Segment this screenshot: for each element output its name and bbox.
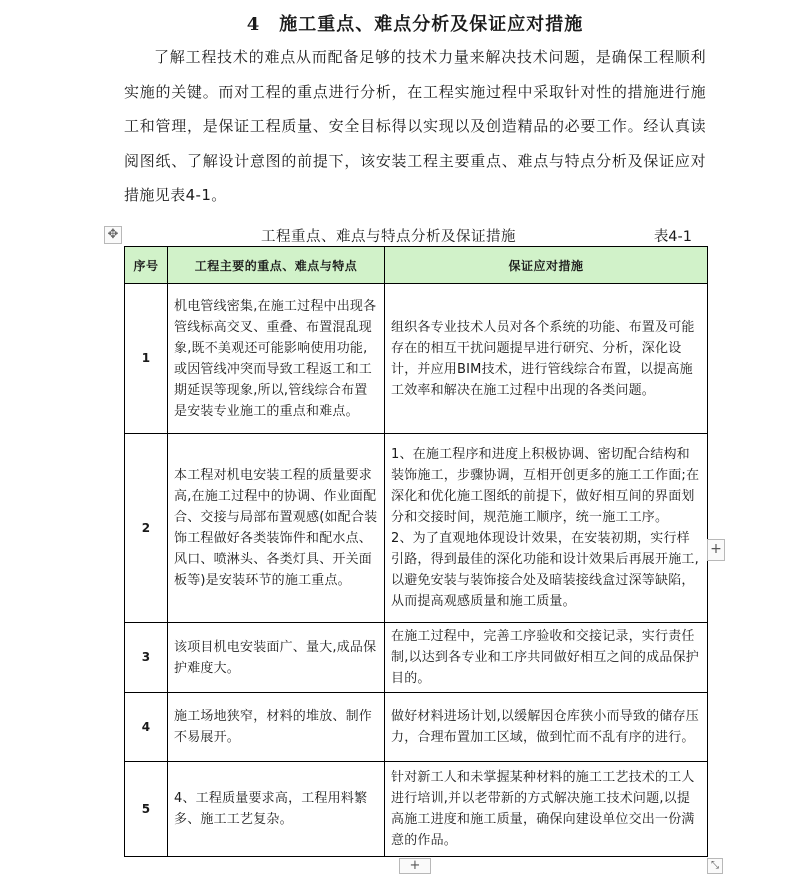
- table-resize-handle[interactable]: [707, 858, 723, 874]
- table-header-row: [125, 247, 708, 284]
- move-icon: ✥: [107, 227, 119, 242]
- measure-item: 1、在施工程序和进度上积极协调、密切配合结构和装饰施工，步骤协调，互相开创更多的施工工作面;在深化和优化施工图纸的前提下，做好相互间的界面划分和交接时间，规范施工顺序，统一施工工序。: [391, 447, 700, 525]
- header-measure: 保证应对措施: [385, 247, 708, 284]
- analysis-table: [124, 246, 708, 857]
- table-number: 表4-1: [653, 229, 692, 245]
- table-row: [125, 623, 708, 693]
- row-number: 5: [125, 762, 168, 857]
- row-number: 2: [125, 434, 168, 623]
- measure-item: 2、为了直观地体现设计效果，在安装初期，实行样引路，得到最佳的深化功能和设计效果后再展开施工,以避免安装与装饰接合处及暗装接线盒过深等缺陷，从而提高观感质量和施工质量。: [391, 531, 699, 609]
- table-move-handle[interactable]: [104, 226, 122, 244]
- add-row-button[interactable]: [399, 858, 431, 874]
- plus-icon: +: [409, 858, 421, 873]
- row-feature: 施工场地狭窄，材料的堆放、制作不易展开。: [168, 693, 385, 762]
- header-num: 序号: [125, 247, 168, 284]
- plus-icon: +: [710, 541, 722, 557]
- row-feature: 本工程对机电安装工程的质量要求高,在施工过程中的协调、作业面配合、交接与局部布置观感(如配合装饰工程做好各类装饰件和配水点、风口、喷淋头、各类灯具、开关面板等)是安装环节的施工重点。: [168, 434, 385, 623]
- table-row: [125, 762, 708, 857]
- table-caption: [124, 224, 706, 244]
- header-feature: 工程主要的重点、难点与特点: [168, 247, 385, 284]
- row-feature: 该项目机电安装面广、量大,成品保护难度大。: [168, 623, 385, 693]
- row-feature: 机电管线密集,在施工过程中出现各管线标高交叉、重叠、布置混乱现象,既不美观还可能影响使用功能,或因管线冲突而导致工程返工和工期延误等现象,所以,管线综合布置是安装专业施工的重点和难点。: [168, 284, 385, 434]
- row-number: 1: [125, 284, 168, 434]
- row-measure: 做好材料进场计划,以缓解因仓库狭小而导致的储存压力，合理布置加工区域，做到忙而不乱有序的进行。: [385, 693, 708, 762]
- row-measure: 在施工过程中，完善工序验收和交接记录，实行责任制,以达到各专业和工序共同做好相互之间的成品保护目的。: [385, 623, 708, 693]
- resize-icon: ⤡: [711, 860, 719, 871]
- table-row: [125, 693, 708, 762]
- add-column-button[interactable]: [707, 539, 725, 561]
- section-title: 4 施工重点、难点分析及保证应对措施: [246, 14, 584, 35]
- table-row: [125, 434, 708, 623]
- table-row: [125, 284, 708, 434]
- row-number: 3: [125, 623, 168, 693]
- row-feature: 4、工程质量要求高，工程用料繁多、施工工艺复杂。: [168, 762, 385, 857]
- row-measure: 针对新工人和未掌握某种材料的施工工艺技术的工人进行培训,并以老带新的方式解决施工技术问题,以提高施工进度和施工质量，确保向建设单位交出一份满意的作品。: [385, 762, 708, 857]
- row-measure: [385, 434, 708, 623]
- table-caption-title: 工程重点、难点与特点分析及保证措施: [261, 229, 516, 245]
- row-number: 4: [125, 693, 168, 762]
- body-paragraph: 了解工程技术的难点从而配备足够的技术力量来解决技术问题，是确保工程顺利实施的关键。而对工程的重点进行分析，在工程实施过程中采取针对性的措施进行施工和管理，是保证工程质量、安全目标得以实现以及创造精品的必要工作。经认真读阅图纸、了解设计意图的前提下，该安装工程主要重点、难点与特点分析及保证应对措施见表4-1。: [124, 48, 706, 204]
- row-measure: 组织各专业技术人员对各个系统的功能、布置及可能存在的相互干扰问题提早进行研究、分析，深化设计，并应用BIM技术，进行管线综合布置，以提高施工效率和解决在施工过程中出现的各类问题。: [385, 284, 708, 434]
